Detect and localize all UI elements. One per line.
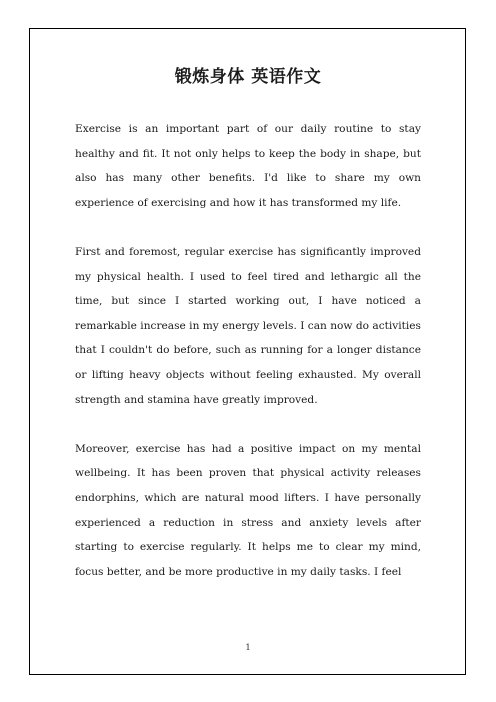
paragraph-1: Exercise is an important part of our daily routine to stay healthy and fit. It not only helps to keep the body in shape, but also has many other benefits. I'd like to share my own experience of exercising and how it has transformed my life.: [75, 123, 421, 209]
page-number: 1: [245, 643, 251, 652]
document-title: 锻炼身体 英语作文: [174, 67, 322, 87]
document-body: [75, 117, 421, 609]
paragraph-2: First and foremost, regular exercise has significantly improved my physical health. I used to feel tired and lethargic all the time, but since I started working out, I have noticed a remarkable increase in my energy levels. I can now do activities that I couldn't do before, such as running for a longer distance or lifting heavy objects without feeling exhausted. My overall strength and stamina have greatly improved.: [75, 245, 421, 406]
paragraph-3: Moreover, exercise has had a positive impact on my mental wellbeing. It has been proven that physical activity releases endorphins, which are natural mood lifters. I have personally experienced a reduction in stress and anxiety levels after starting to exercise regularly. It helps me to clear my mind, focus better, and be more productive in my daily tasks. I feel: [75, 442, 421, 578]
